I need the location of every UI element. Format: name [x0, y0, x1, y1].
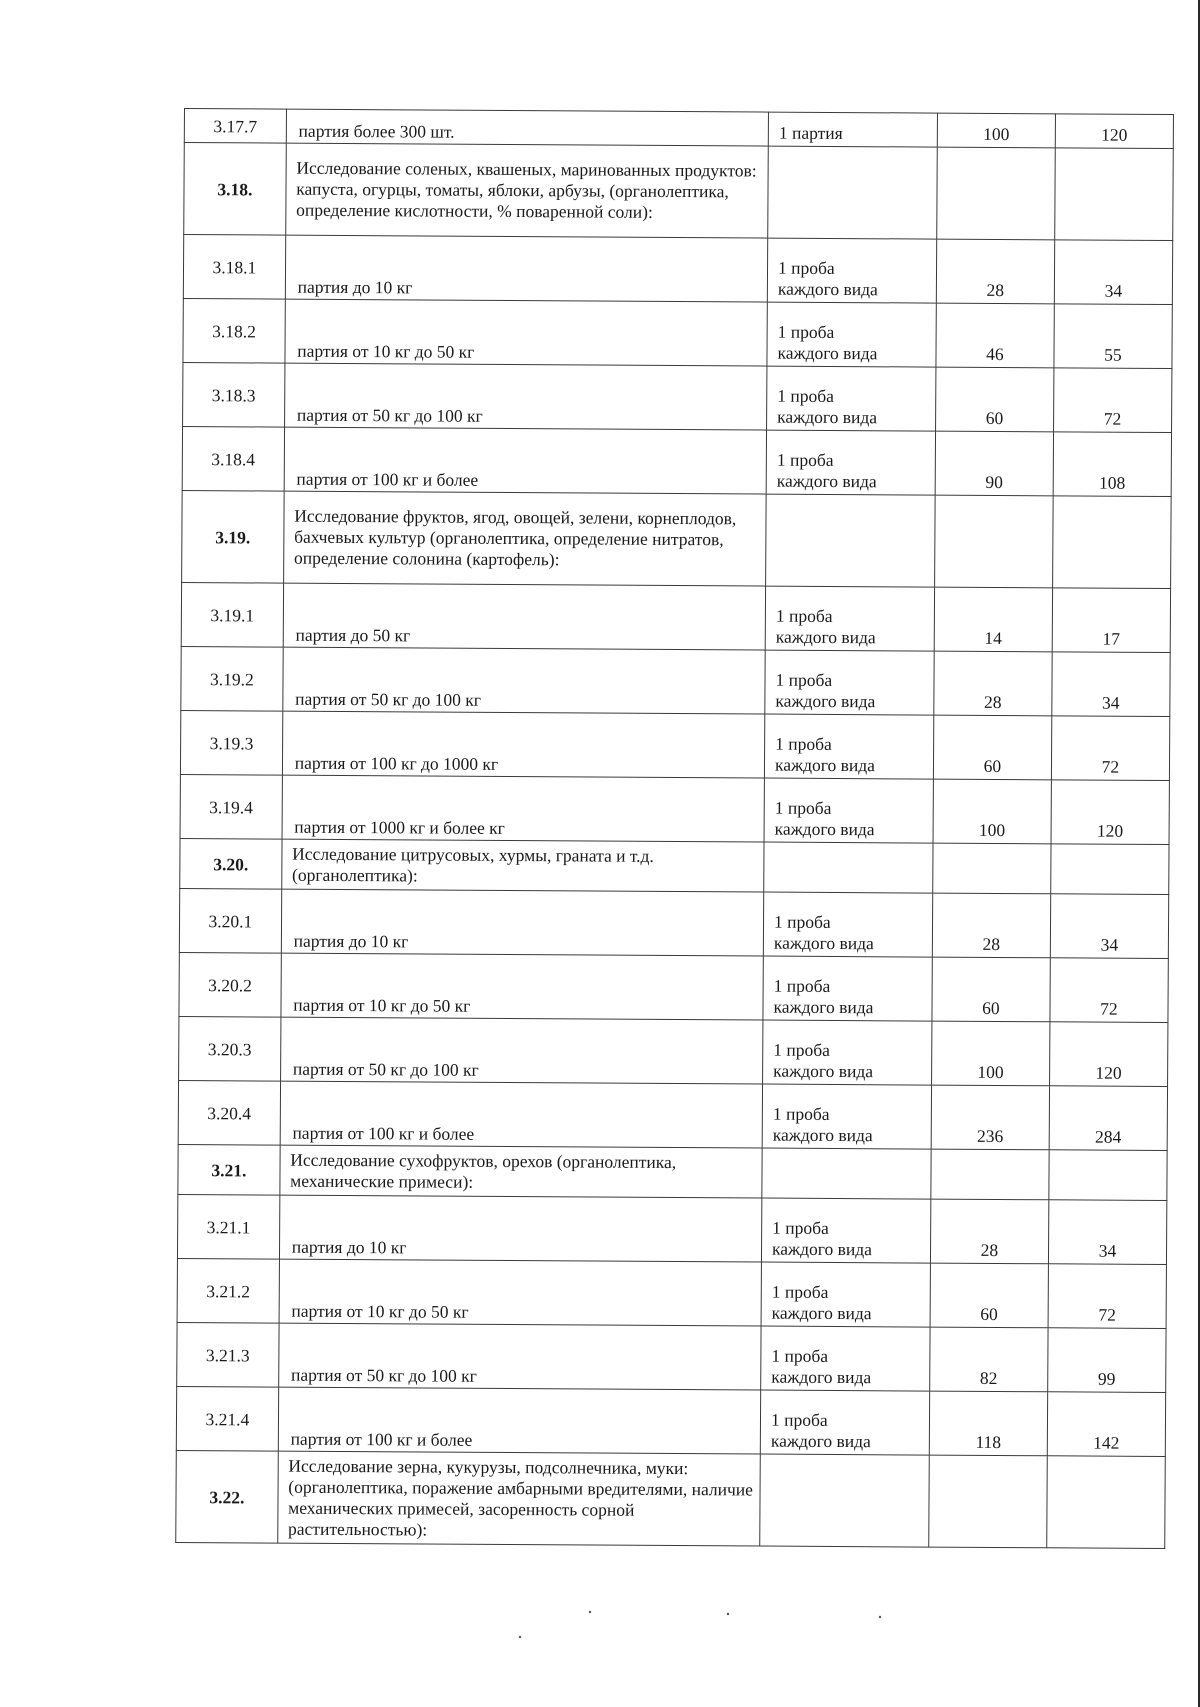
unit-line: каждого вида — [774, 818, 875, 840]
price-2: 72 — [1050, 958, 1168, 1023]
unit-line: каждого вида — [777, 342, 878, 364]
row-name: партия от 1000 кг и более кг — [282, 775, 765, 842]
section-number: 3.22. — [176, 1450, 278, 1543]
section-title: Исследование соленых, квашеных, маринованных продуктов: капуста, огурцы, томаты, яблоки, арбузы, (органолептика, определение кислотности, % поваренной соли): — [285, 143, 768, 238]
price-2: 34 — [1052, 652, 1170, 717]
price-1: 100 — [933, 779, 1051, 844]
section-title: Исследование зерна, кукурузы, подсолнечника, муки: (органолептика, поражение амбарными вредителями, наличие механических примесей, засоренность сорной растительностью): — [277, 1451, 760, 1546]
row-number: 3.18.2 — [183, 298, 285, 363]
price-2: 284 — [1049, 1086, 1167, 1151]
row-name: партия от 50 кг до 100 кг — [278, 1323, 761, 1390]
row-name: партия от 100 кг и более — [280, 1081, 763, 1148]
price-1: 14 — [934, 587, 1052, 652]
price-1: 28 — [932, 893, 1050, 958]
price-2: 34 — [1048, 1200, 1166, 1265]
price-1: 60 — [932, 957, 1050, 1022]
row-name: партия до 10 кг — [281, 889, 764, 956]
section-number: 3.18. — [184, 143, 286, 236]
row-number: 3.19.2 — [181, 646, 283, 711]
scan-speck — [589, 1611, 591, 1613]
scan-speck — [727, 1613, 729, 1615]
section-title: Исследование сухофруктов, орехов (органолептика, механические примеси): — [280, 1145, 763, 1198]
price-1: 82 — [930, 1327, 1048, 1392]
unit-line: 1 проба — [776, 449, 834, 470]
unit-line: 1 проба — [774, 797, 832, 818]
section-number: 3.21. — [178, 1144, 280, 1195]
unit-line: каждого вида — [772, 1124, 873, 1146]
row-number: 3.20.4 — [178, 1080, 280, 1145]
price-2: 99 — [1048, 1328, 1166, 1393]
unit-line: 1 проба — [777, 257, 835, 278]
row-number: 3.20.3 — [179, 1016, 281, 1081]
unit-line: 1 проба — [770, 1409, 828, 1430]
section-number: 3.20. — [180, 838, 282, 889]
price-1: 28 — [934, 651, 1052, 716]
price-1: 60 — [930, 1263, 1048, 1328]
row-name: партия от 100 кг до 1000 кг — [282, 711, 765, 778]
price-2: 34 — [1050, 894, 1168, 959]
row-number: 3.18.4 — [182, 426, 284, 491]
unit-line: каждого вида — [776, 470, 877, 492]
unit-line: каждого вида — [771, 1366, 872, 1388]
price-2: 120 — [1055, 114, 1173, 149]
unit-line: 1 проба — [773, 975, 831, 996]
price-2: 72 — [1053, 368, 1171, 433]
unit-line: 1 проба — [777, 321, 835, 342]
price-1: 236 — [931, 1085, 1049, 1150]
unit-line: 1 проба — [777, 385, 835, 406]
price-1: 90 — [935, 431, 1053, 496]
unit-line: каждого вида — [774, 754, 875, 776]
price-2: 120 — [1051, 780, 1169, 845]
unit-line: 1 партия — [778, 122, 843, 144]
unit-line: 1 проба — [775, 733, 832, 754]
unit-line: 1 проба — [773, 911, 831, 932]
row-number: 3.21.1 — [177, 1194, 279, 1259]
row-number: 3.19.1 — [181, 582, 283, 647]
row-number: 3.21.2 — [177, 1258, 279, 1323]
price-2: 72 — [1048, 1264, 1166, 1329]
section-title: Исследование цитрусовых, хурмы, граната и т.д. (органолептика): — [281, 839, 764, 892]
row-name: партия от 10 кг до 50 кг — [285, 299, 768, 366]
row-name: партия от 50 кг до 100 кг — [283, 647, 766, 714]
row-name: партия до 10 кг — [279, 1195, 762, 1262]
price-2: 55 — [1054, 304, 1172, 369]
price-1: 100 — [937, 113, 1055, 148]
price-1: 118 — [929, 1391, 1047, 1456]
row-name: партия от 50 кг до 100 кг — [280, 1017, 763, 1084]
price-2: 108 — [1053, 432, 1171, 497]
price-2: 142 — [1047, 1392, 1165, 1457]
unit-line: каждого вида — [773, 932, 874, 954]
unit-line: каждого вида — [773, 996, 874, 1018]
price-2: 34 — [1054, 240, 1172, 305]
unit-line: 1 проба — [772, 1103, 830, 1124]
price-1: 28 — [936, 239, 1054, 304]
row-name: партия до 10 кг — [285, 235, 768, 302]
unit-line: каждого вида — [770, 1430, 871, 1452]
price-1: 60 — [935, 367, 1053, 432]
row-number: 3.21.3 — [177, 1322, 279, 1387]
unit-line: каждого вида — [775, 626, 876, 648]
unit-line: 1 проба — [775, 605, 833, 626]
row-number: 3.17.7 — [184, 109, 286, 144]
price-2: 17 — [1052, 588, 1170, 653]
section-number: 3.19. — [182, 490, 284, 583]
unit-line: каждого вида — [777, 278, 878, 300]
unit-line: 1 проба — [771, 1281, 829, 1302]
row-number: 3.21.4 — [176, 1386, 278, 1451]
unit-line: каждого вида — [773, 1060, 874, 1082]
section-title: Исследование фруктов, ягод, овощей, зелени, корнеплодов, бахчевых культур (органолептика, определение нитратов, определение солонина (картофель): — [283, 491, 766, 586]
unit-line: каждого вида — [775, 690, 876, 712]
row-name: партия от 100 кг и более — [284, 427, 767, 494]
row-name: партия до 50 кг — [283, 583, 766, 650]
unit-line: 1 проба — [775, 669, 833, 690]
row-number: 3.18.1 — [183, 235, 285, 300]
price-2: 72 — [1051, 716, 1169, 781]
row-number: 3.20.2 — [179, 952, 281, 1017]
price-2: 120 — [1049, 1022, 1167, 1087]
unit-line: каждого вида — [771, 1302, 872, 1324]
price-1: 60 — [933, 715, 1051, 780]
row-name: партия от 100 кг и более — [278, 1387, 761, 1454]
price-1: 28 — [930, 1199, 1048, 1264]
unit-line: 1 проба — [773, 1039, 831, 1060]
price-1: 46 — [936, 303, 1054, 368]
scan-speck — [879, 1616, 881, 1618]
price-1: 100 — [931, 1021, 1049, 1086]
unit-line: 1 проба — [771, 1345, 829, 1366]
row-name: партия более 300 шт. — [286, 109, 768, 146]
row-name: партия от 50 кг до 100 кг — [284, 363, 767, 430]
scan-speck — [519, 1636, 521, 1638]
row-number: 3.19.4 — [180, 774, 282, 839]
row-number: 3.20.1 — [179, 888, 281, 953]
row-number: 3.18.3 — [183, 362, 285, 427]
unit-line: 1 проба — [772, 1217, 829, 1238]
row-name: партия от 10 кг до 50 кг — [279, 1259, 762, 1326]
row-number: 3.19.3 — [180, 710, 282, 775]
unit-line: каждого вида — [771, 1238, 873, 1260]
unit-line: каждого вида — [777, 406, 878, 428]
row-name: партия от 10 кг до 50 кг — [281, 953, 764, 1020]
